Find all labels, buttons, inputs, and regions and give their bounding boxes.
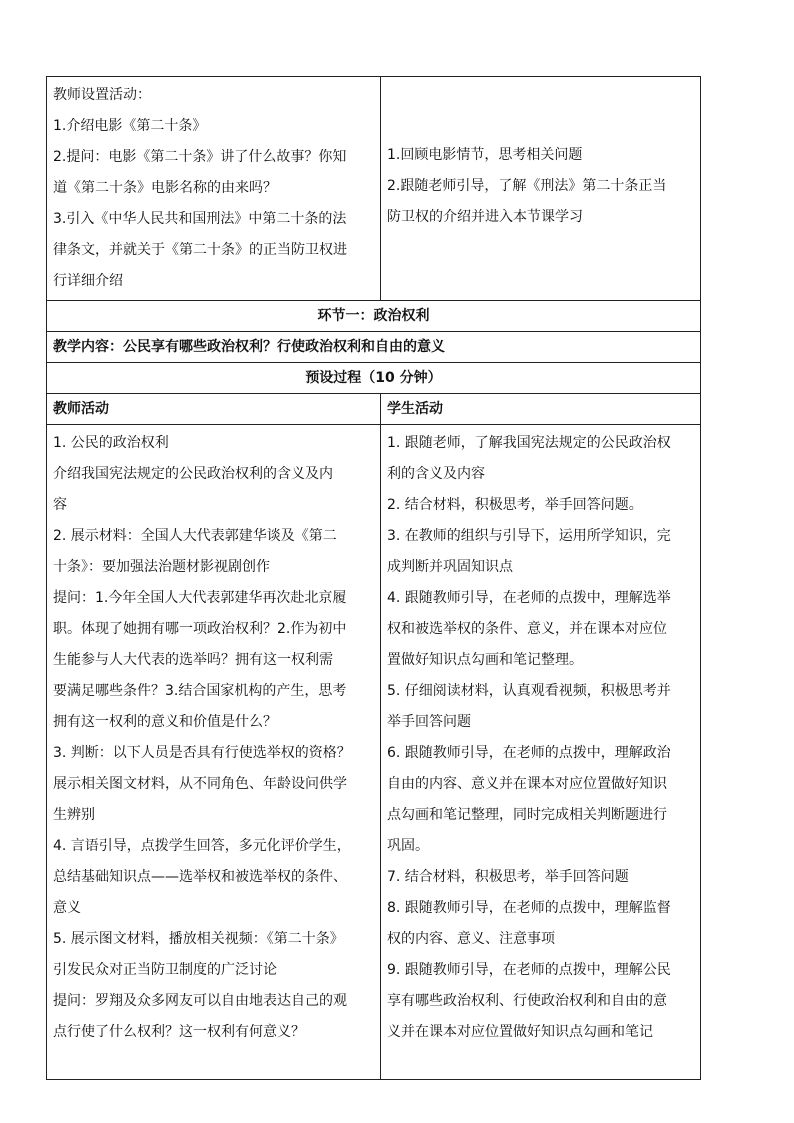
student-activity-line: 享有哪些政治权利、行使政治权利和自由的意 [387, 993, 667, 1009]
student-activity-line: 5. 仔细阅读材料，认真观看视频，积极思考并 [387, 683, 671, 699]
intro-teacher-line: 2.提问：电影《第二十条》讲了什么故事？你知 [53, 149, 347, 165]
student-activity-line: 7. 结合材料，积极思考，举手回答问题 [387, 869, 629, 885]
teacher-activity-line: 4. 言语引导，点拨学生回答，多元化评价学生， [53, 838, 351, 854]
intro-row [47, 77, 701, 301]
teacher-activity-line: 容 [53, 497, 67, 513]
student-activity-line: 置做好知识点勾画和笔记整理。 [387, 652, 583, 668]
intro-teacher-line: 道《第二十条》电影名称的由来吗？ [53, 180, 277, 196]
lesson-plan-table [46, 76, 701, 1080]
intro-teacher-line: 1.介绍电影《第二十条》 [53, 118, 207, 134]
student-activity-line: 3. 在教师的组织与引导下，运用所学知识，完 [387, 528, 671, 544]
teacher-activity-line: 职。体现了她拥有哪一项政治权利？2.作为初中 [53, 621, 347, 637]
section-content-row [47, 332, 701, 363]
teacher-activity-line: 十条》：要加强法治题材影视剧创作 [53, 559, 270, 575]
main-teacher-cell [47, 425, 381, 1080]
intro-teacher-line: 教师设置活动： [53, 87, 151, 103]
intro-teacher-line: 律条文，并就关于《第二十条》的正当防卫权进 [53, 242, 347, 258]
teacher-activity-line: 生能参与人大代表的选举吗？拥有这一权利需 [53, 652, 333, 668]
intro-student-cell [381, 77, 701, 301]
student-activity-line: 举手回答问题 [387, 714, 471, 730]
intro-teacher-lines [53, 80, 374, 297]
student-activity-line: 点勾画和笔记整理，同时完成相关判断题进行 [387, 807, 667, 823]
intro-student-lines [387, 140, 694, 233]
intro-teacher-line: 3.引入《中华人民共和国刑法》中第二十条的法 [53, 211, 347, 227]
process-title: 预设过程（10 分钟） [47, 363, 701, 394]
teacher-activity-line: 2. 展示材料：全国人大代表郭建华谈及《第二 [53, 528, 337, 544]
student-activity-line: 2. 结合材料，积极思考，举手回答问题。 [387, 497, 643, 513]
intro-teacher-line: 行详细介绍 [53, 273, 123, 289]
main-student-cell [381, 425, 701, 1080]
teacher-activity-line: 点行使了什么权利？这一权利有何意义？ [53, 1024, 305, 1040]
student-activity-line: 9. 跟随教师引导，在老师的点拨中，理解公民 [387, 962, 671, 978]
teaching-content: 教学内容：公民享有哪些政治权利？行使政治权利和自由的意义 [47, 332, 701, 363]
teacher-activity-line: 提问：罗翔及众多网友可以自由地表达自己的观 [53, 993, 347, 1009]
teacher-activity-line: 介绍我国宪法规定的公民政治权利的含义及内 [53, 466, 333, 482]
teacher-activity-line: 3. 判断：以下人员是否具有行使选举权的资格？ [53, 745, 351, 761]
teacher-activity-line: 提问：1.今年全国人大代表郭建华再次赴北京履 [53, 590, 347, 606]
column-header-row [47, 394, 701, 425]
teacher-activity-line: 要满足哪些条件？3.结合国家机构的产生，思考 [53, 683, 347, 699]
student-activity-line: 权的内容、意义、注意事项 [387, 931, 555, 947]
intro-teacher-cell [47, 77, 381, 301]
student-activity-line: 1. 跟随老师，了解我国宪法规定的公民政治权 [387, 435, 671, 451]
teacher-activity-line: 1. 公民的政治权利 [53, 435, 169, 451]
student-activity-line: 6. 跟随教师引导，在老师的点拨中，理解政治 [387, 745, 671, 761]
teacher-activity-line: 拥有这一权利的意义和价值是什么？ [53, 714, 277, 730]
teacher-activity-line: 意义 [53, 900, 81, 916]
main-teacher-lines [53, 428, 374, 1048]
intro-student-line: 1.回顾电影情节，思考相关问题 [387, 147, 583, 163]
student-activity-line: 4. 跟随教师引导，在老师的点拨中，理解选举 [387, 590, 671, 606]
teacher-activity-line: 生辨别 [53, 807, 95, 823]
teacher-activity-line: 总结基础知识点——选举权和被选举权的条件、 [53, 869, 347, 885]
main-activity-row [47, 425, 701, 1080]
student-activity-line: 利的含义及内容 [387, 466, 485, 482]
student-activity-line: 8. 跟随教师引导，在老师的点拨中，理解监督 [387, 900, 671, 916]
student-activity-line: 巩固。 [387, 838, 429, 854]
teacher-activity-line: 引发民众对正当防卫制度的广泛讨论 [53, 962, 277, 978]
process-row [47, 363, 701, 394]
student-activity-line: 权和被选举权的条件、意义，并在课本对应位 [387, 621, 667, 637]
teacher-activity-line: 5. 展示图文材料，播放相关视频：《第二十条》 [53, 931, 344, 947]
teacher-activity-line: 展示相关图文材料，从不同角色、年龄设问供学 [53, 776, 347, 792]
student-activity-line: 成判断并巩固知识点 [387, 559, 513, 575]
intro-student-line: 防卫权的介绍并进入本节课学习 [387, 209, 583, 225]
section-title-row [47, 301, 701, 332]
teacher-activity-header: 教师活动 [47, 394, 381, 425]
intro-student-line: 2.跟随老师引导，了解《刑法》第二十条正当 [387, 178, 667, 194]
student-activity-line: 义并在课本对应位置做好知识点勾画和笔记 [387, 1024, 653, 1040]
student-activity-line: 自由的内容、意义并在课本对应位置做好知识 [387, 776, 667, 792]
section-title: 环节一：政治权利 [47, 301, 701, 332]
main-student-lines [387, 428, 694, 1048]
student-activity-header: 学生活动 [381, 394, 701, 425]
